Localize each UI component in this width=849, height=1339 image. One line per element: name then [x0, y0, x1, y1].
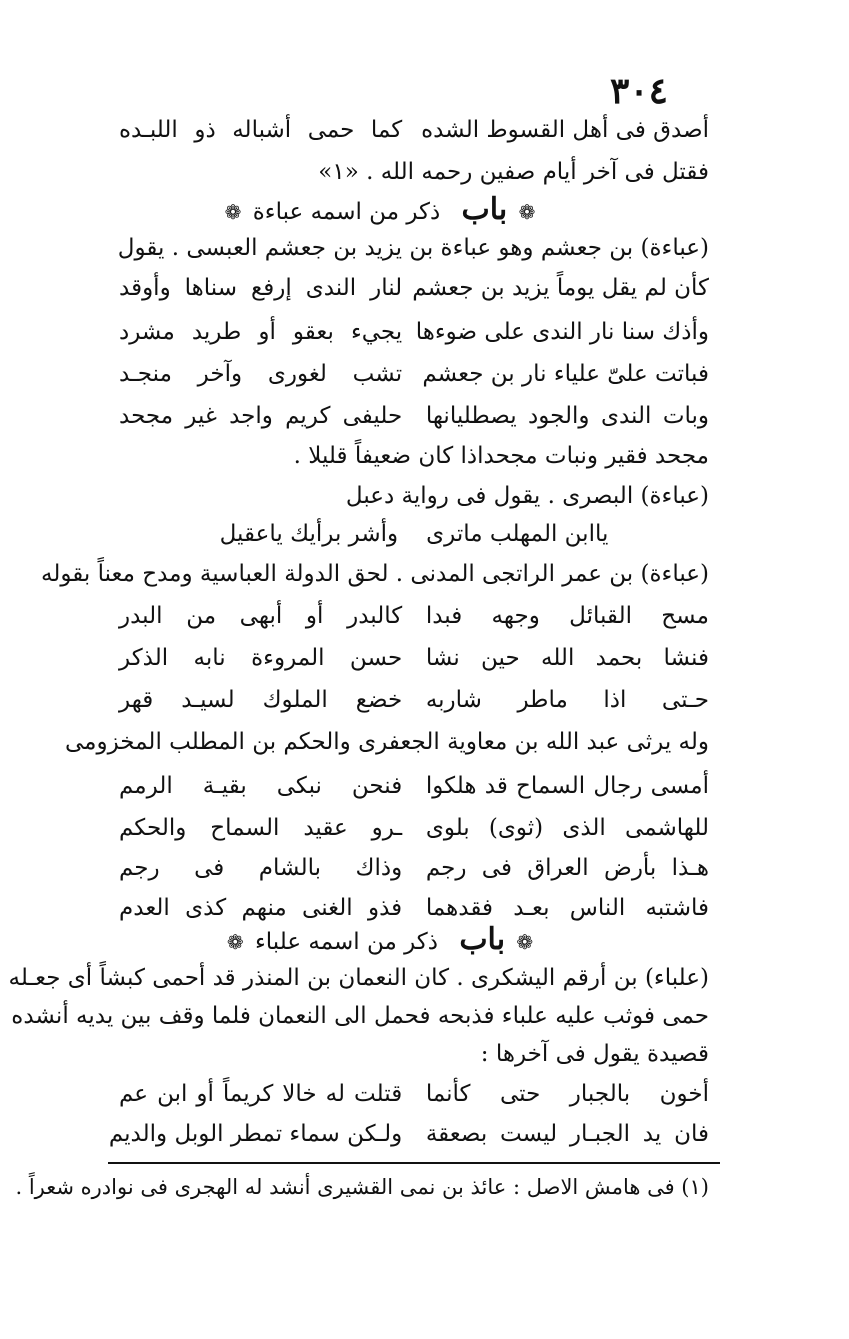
entry-intro: (عباءة) البصرى . يقول فى رواية دعبل [345, 483, 709, 509]
verse-second-hemistich: قتلت له خالا كريماً أو ابن عم [119, 1081, 403, 1107]
ornament-flower-icon: ❁ [516, 930, 534, 954]
verse [119, 682, 709, 718]
verse [119, 398, 709, 434]
verse-second-hemistich: ـرو عقيد السماح والحكم [119, 815, 403, 841]
ornament-flower-icon: ❁ [226, 930, 244, 954]
section-heading-abaa [180, 190, 580, 230]
section-heading-ilbaa [180, 920, 580, 960]
verse-second-hemistich: يجيء بعقو أو طريد مشرد [119, 319, 403, 345]
entry-text-line: (علباء) بن أرقم اليشكرى . كان النعمان بن المنذر قد أحمى كبشاً أى جعـله [8, 965, 709, 991]
verse-first-hemistich: فان يد الجبـار ليست بصعقة [425, 1121, 709, 1147]
verse-first-hemistich: فنشا بحمد الله حين نشا [425, 645, 709, 671]
verse-second-hemistich: خضع الملوك لسيـد قهر [119, 687, 403, 713]
ornament-flower-icon: ❁ [224, 200, 242, 224]
footnote: (١) فى هامش الاصل : عائذ بن نمى القشيرى أنشد له الهجرى فى نوادره شعراً . [15, 1175, 709, 1199]
entry-intro: (عباءة) بن عمر الراتجى المدنى . لحق الدولة العباسية ومدح معناً بقوله [41, 561, 709, 587]
verse-second-hemistich: فنحن نبكى بقيـة الرمم [119, 773, 403, 799]
verse-second-hemistich: وذاك بالشام فى رجم [119, 855, 403, 881]
gloss-note: مجحد فقير ونبات مجحداذا كان ضعيفاً قليلا . [293, 443, 709, 469]
verse-first-hemistich: أخون بالجبار حتى كأنما [425, 1081, 709, 1107]
verse-second-hemistich: فذو الغنى منهم كذى العدم [119, 895, 403, 921]
verse-first-hemistich: للهاشمى الذى (ثوى) بلوى [425, 815, 709, 841]
page-number: ٣٠٤ [610, 70, 669, 112]
verse-second-hemistich: حليفى كريم واجد غير مجحد [119, 403, 403, 429]
verse [108, 1116, 709, 1152]
verse [119, 598, 709, 634]
verse-first-hemistich: وأذك سنا نار الندى على ضوءها [415, 319, 709, 345]
verse-second-hemistich: تشب لغورى وآخر منجـد [119, 361, 403, 387]
verse-first-hemistich: وبات الندى والجود يصطليانها [425, 403, 709, 429]
verse-second-hemistich: حسن المروءة نابه الذكر [119, 645, 403, 671]
entry-text-line: حمى فوثب عليه علباء فذبحه فحمل الى النعمان فلما وقف بين يديه أنشده [11, 1003, 709, 1029]
entry-text-line: قصيدة يقول فى آخرها : [480, 1041, 709, 1067]
verse-first-hemistich: هـذا بأرض العراق فى رجم [425, 855, 709, 881]
verse-first-hemistich: فباتت علىّ علياء نار بن جعشم [422, 361, 709, 387]
verse [119, 516, 709, 552]
verse [119, 314, 709, 350]
ornament-flower-icon: ❁ [518, 200, 536, 224]
elegy-intro: وله يرثى عبد الله بن معاوية الجعفرى والحكم بن المطلب المخزومى [65, 729, 709, 755]
verse-second-hemistich: وأشر برأيك ياعقيل [219, 521, 399, 547]
verse [119, 640, 709, 676]
verse-first-hemistich: كأن لم يقل يوماً يزيد بن جعشم [412, 275, 709, 301]
verse-first-hemistich: أصدق فى أهل القسوط الشده [421, 117, 709, 143]
verse-first-hemistich: مسح القبائل وجهه فبدا [425, 603, 709, 629]
opening-verse [119, 112, 709, 148]
opening-prose: فقتل فى آخر أيام صفين رحمه الله . «١» [318, 159, 709, 185]
verse-second-hemistich: كالبدر أو أبهى من البدر [119, 603, 403, 629]
verse-second-hemistich: لنار الندى إرفع سناها وأوقد [119, 275, 403, 301]
verse-first-hemistich: حـتى اذا ماطر شاربه [425, 687, 709, 713]
verse-second-hemistich: ولـكن سماء تمطر الوبل والديم [108, 1121, 403, 1147]
footnote-divider [108, 1162, 720, 1164]
verse-first-hemistich: أمسى رجال السماح قد هلكوا [425, 773, 709, 799]
section-bab-label: باب [461, 192, 508, 227]
verse [119, 810, 709, 846]
verse [119, 270, 709, 306]
verse-second-hemistich: كما حمى أشباله ذو اللبـده [119, 117, 403, 143]
verse [119, 768, 709, 804]
verse [119, 1076, 709, 1112]
verse-first-hemistich: فاشتبه الناس بعـد فقدهما [425, 895, 709, 921]
entry-intro: (عباءة) بن جعشم وهو عباءة بن يزيد بن جعشم العبسى . يقول [117, 235, 709, 261]
verse [119, 356, 709, 392]
verse-first-hemistich: ياابن المهلب ماترى [426, 521, 609, 547]
section-bab-label: باب [459, 922, 506, 957]
verse [119, 850, 709, 886]
section-title: ذكر من اسمه علباء [254, 929, 438, 955]
section-title: ذكر من اسمه عباءة [252, 199, 441, 225]
